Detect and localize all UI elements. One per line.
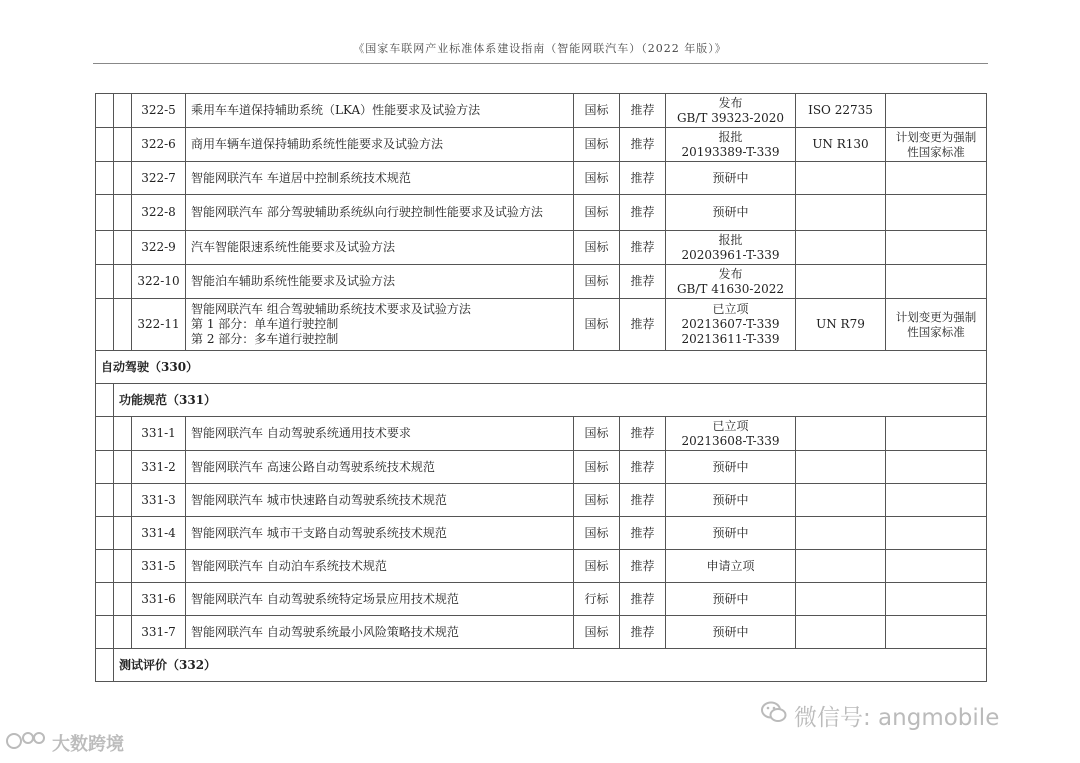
indent-cell xyxy=(114,417,132,451)
standard-number: 322-9 xyxy=(132,231,186,265)
standards-table xyxy=(95,93,987,682)
line: GB/T 41630-2022 xyxy=(676,281,785,296)
standard-property: 推荐 xyxy=(620,231,666,265)
line: 智能网联汽车 组合驾驶辅助系统技术要求及试验方法 xyxy=(191,302,471,316)
wechat-icon xyxy=(760,700,788,730)
standard-level: 国标 xyxy=(574,550,620,583)
international-standard xyxy=(796,484,886,517)
standard-name: 乘用车车道保持辅助系统（LKA）性能要求及试验方法 xyxy=(186,94,574,128)
remark xyxy=(886,616,987,649)
standard-number: 331-2 xyxy=(132,451,186,484)
standard-number: 331-6 xyxy=(132,583,186,616)
standard-level: 国标 xyxy=(574,451,620,484)
international-standard: ISO 22735 xyxy=(796,94,886,128)
watermark-brand xyxy=(6,728,206,758)
table-row xyxy=(96,451,987,484)
indent-cell xyxy=(96,550,114,583)
indent-cell xyxy=(96,299,114,351)
indent-cell xyxy=(96,384,114,417)
table-row xyxy=(96,195,987,231)
remark: 计划变更为强制性国家标准 xyxy=(886,299,987,351)
standard-number: 322-5 xyxy=(132,94,186,128)
standard-property: 推荐 xyxy=(620,128,666,162)
standard-name: 智能网联汽车 高速公路自动驾驶系统技术规范 xyxy=(186,451,574,484)
international-standard xyxy=(796,616,886,649)
indent-cell xyxy=(114,94,132,128)
indent-cell xyxy=(96,265,114,299)
section-heading-332: 测试评价（332） xyxy=(114,649,987,682)
remark xyxy=(886,162,987,195)
standard-number: 331-5 xyxy=(132,550,186,583)
indent-cell xyxy=(114,128,132,162)
watermark-wechat xyxy=(760,700,1060,730)
indent-cell xyxy=(96,231,114,265)
indent-cell xyxy=(114,583,132,616)
table-row xyxy=(96,128,987,162)
standard-property: 推荐 xyxy=(620,162,666,195)
line: 第 2 部分：多车道行驶控制 xyxy=(191,332,339,346)
section-row xyxy=(96,384,987,417)
line: 申请立项 xyxy=(706,558,755,573)
table-row xyxy=(96,162,987,195)
standard-status xyxy=(666,94,796,128)
line: 20213607-T-339 xyxy=(681,317,780,331)
line: 预研中 xyxy=(712,591,749,606)
standard-status xyxy=(666,550,796,583)
section-heading-331: 功能规范（331） xyxy=(114,384,987,417)
remark xyxy=(886,583,987,616)
table-row xyxy=(96,616,987,649)
line: 第 1 部分：单车道行驶控制 xyxy=(191,317,339,331)
standard-property: 推荐 xyxy=(620,616,666,649)
standard-level: 国标 xyxy=(574,195,620,231)
standard-level: 国标 xyxy=(574,517,620,550)
section-heading-330: 自动驾驶（330） xyxy=(96,351,987,384)
standard-level: 国标 xyxy=(574,417,620,451)
international-standard xyxy=(796,231,886,265)
remark xyxy=(886,94,987,128)
international-standard: UN R79 xyxy=(796,299,886,351)
standard-status xyxy=(666,417,796,451)
standard-name xyxy=(186,299,574,351)
standard-property: 推荐 xyxy=(620,451,666,484)
line: 预研中 xyxy=(712,459,749,474)
header-rule xyxy=(93,63,988,64)
standard-status xyxy=(666,265,796,299)
standard-number: 322-7 xyxy=(132,162,186,195)
standard-name: 智能网联汽车 城市快速路自动驾驶系统技术规范 xyxy=(186,484,574,517)
line: 20213608-T-339 xyxy=(681,433,780,448)
standard-status xyxy=(666,231,796,265)
standard-level: 国标 xyxy=(574,128,620,162)
line: 预研中 xyxy=(712,205,749,219)
international-standard xyxy=(796,583,886,616)
standard-name: 智能网联汽车 自动驾驶系统最小风险策略技术规范 xyxy=(186,616,574,649)
standard-name: 智能网联汽车 自动泊车系统技术规范 xyxy=(186,550,574,583)
indent-cell xyxy=(96,94,114,128)
standard-number: 322-10 xyxy=(132,265,186,299)
watermark-brand-text: 大数跨境 xyxy=(52,734,124,755)
indent-cell xyxy=(96,162,114,195)
standard-property: 推荐 xyxy=(620,550,666,583)
brand-logo-icon xyxy=(6,730,46,757)
international-standard xyxy=(796,195,886,231)
standard-level: 国标 xyxy=(574,162,620,195)
standard-level: 国标 xyxy=(574,231,620,265)
line: 预研中 xyxy=(712,492,749,507)
standard-property: 推荐 xyxy=(620,94,666,128)
standard-status xyxy=(666,616,796,649)
indent-cell xyxy=(96,484,114,517)
standard-number: 331-4 xyxy=(132,517,186,550)
indent-cell xyxy=(114,550,132,583)
line: 报批 xyxy=(718,232,743,247)
international-standard xyxy=(796,162,886,195)
section-row xyxy=(96,649,987,682)
indent-cell xyxy=(114,616,132,649)
indent-cell xyxy=(114,299,132,351)
standard-property: 推荐 xyxy=(620,484,666,517)
table-row xyxy=(96,517,987,550)
standard-name: 智能网联汽车 城市干支路自动驾驶系统技术规范 xyxy=(186,517,574,550)
remark xyxy=(886,451,987,484)
standard-status xyxy=(666,128,796,162)
table-row xyxy=(96,231,987,265)
table-row xyxy=(96,583,987,616)
indent-cell xyxy=(114,162,132,195)
table-row xyxy=(96,94,987,128)
indent-cell xyxy=(96,517,114,550)
standard-level: 国标 xyxy=(574,616,620,649)
line: GB/T 39323-2020 xyxy=(676,110,785,125)
table-row xyxy=(96,417,987,451)
international-standard xyxy=(796,550,886,583)
indent-cell xyxy=(114,451,132,484)
indent-cell xyxy=(114,265,132,299)
remark xyxy=(886,231,987,265)
table-row xyxy=(96,299,987,351)
remark xyxy=(886,265,987,299)
standard-level: 国标 xyxy=(574,265,620,299)
line: 已立项 xyxy=(712,302,749,316)
standard-number: 322-6 xyxy=(132,128,186,162)
standard-status xyxy=(666,299,796,351)
international-standard xyxy=(796,451,886,484)
standard-number: 331-1 xyxy=(132,417,186,451)
international-standard xyxy=(796,417,886,451)
indent-cell xyxy=(96,616,114,649)
standard-name: 商用车辆车道保持辅助系统性能要求及试验方法 xyxy=(186,128,574,162)
line: 20193389-T-339 xyxy=(681,144,780,159)
standard-property: 推荐 xyxy=(620,195,666,231)
table-row xyxy=(96,265,987,299)
international-standard: UN R130 xyxy=(796,128,886,162)
indent-cell xyxy=(96,417,114,451)
remark xyxy=(886,484,987,517)
indent-cell xyxy=(96,451,114,484)
line: 发布 xyxy=(718,95,743,110)
standard-number: 322-11 xyxy=(132,299,186,351)
indent-cell xyxy=(114,231,132,265)
standard-number: 331-3 xyxy=(132,484,186,517)
indent-cell xyxy=(96,128,114,162)
standard-status xyxy=(666,517,796,550)
line: 报批 xyxy=(718,129,743,144)
indent-cell xyxy=(114,484,132,517)
standard-status xyxy=(666,195,796,231)
indent-cell xyxy=(114,195,132,231)
standard-status xyxy=(666,162,796,195)
table-row xyxy=(96,484,987,517)
international-standard xyxy=(796,265,886,299)
standard-property: 推荐 xyxy=(620,417,666,451)
line: 20203961-T-339 xyxy=(681,247,780,262)
standard-property: 推荐 xyxy=(620,265,666,299)
indent-cell xyxy=(96,649,114,682)
line: 20213611-T-339 xyxy=(681,332,780,346)
standard-level: 行标 xyxy=(574,583,620,616)
standard-property: 推荐 xyxy=(620,299,666,351)
indent-cell xyxy=(96,195,114,231)
line: 已立项 xyxy=(712,418,749,433)
standard-level: 国标 xyxy=(574,94,620,128)
standard-number: 322-8 xyxy=(132,195,186,231)
standard-name: 汽车智能限速系统性能要求及试验方法 xyxy=(186,231,574,265)
remark xyxy=(886,517,987,550)
standard-number: 331-7 xyxy=(132,616,186,649)
line: 预研中 xyxy=(712,525,749,540)
standard-level: 国标 xyxy=(574,299,620,351)
section-row xyxy=(96,351,987,384)
standard-level: 国标 xyxy=(574,484,620,517)
standard-name: 智能网联汽车 车道居中控制系统技术规范 xyxy=(186,162,574,195)
standard-name: 智能网联汽车 部分驾驶辅助系统纵向行驶控制性能要求及试验方法 xyxy=(186,195,574,231)
line: 发布 xyxy=(718,266,743,281)
remark xyxy=(886,550,987,583)
remark: 计划变更为强制性国家标准 xyxy=(886,128,987,162)
standard-status xyxy=(666,484,796,517)
standard-property: 推荐 xyxy=(620,583,666,616)
indent-cell xyxy=(96,583,114,616)
line: 预研中 xyxy=(712,170,749,185)
standard-name: 智能网联汽车 自动驾驶系统通用技术要求 xyxy=(186,417,574,451)
watermark-wechat-text: 微信号: angmobile xyxy=(794,704,1000,731)
line: 预研中 xyxy=(712,624,749,639)
standard-status xyxy=(666,583,796,616)
remark xyxy=(886,195,987,231)
table-row xyxy=(96,550,987,583)
international-standard xyxy=(796,517,886,550)
standard-status xyxy=(666,451,796,484)
standard-name: 智能网联汽车 自动驾驶系统特定场景应用技术规范 xyxy=(186,583,574,616)
remark xyxy=(886,417,987,451)
indent-cell xyxy=(114,517,132,550)
standard-property: 推荐 xyxy=(620,517,666,550)
standard-name: 智能泊车辅助系统性能要求及试验方法 xyxy=(186,265,574,299)
page-header: 《国家车联网产业标准体系建设指南（智能网联汽车）（2022 年版）》 xyxy=(353,42,727,55)
